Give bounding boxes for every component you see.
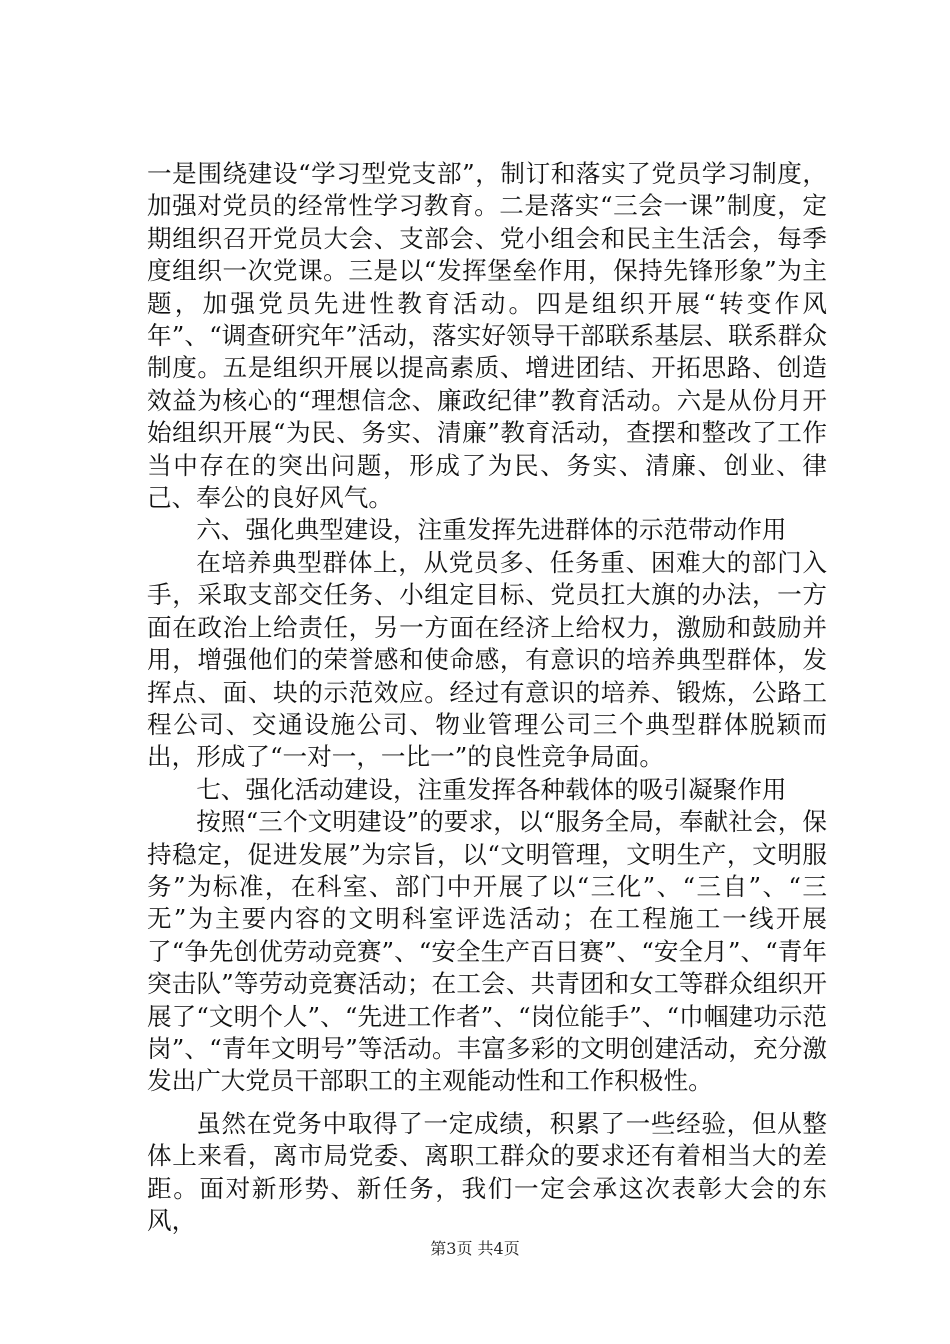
section-heading-six: 六、强化典型建设，注重发挥先进群体的示范带动作用 — [196, 515, 787, 545]
paragraph-civilization-activities: 按照“三个文明建设”的要求，以“服务全局，奉献社会，保持稳定，促进发展”为宗旨，以“文明管理，文明生产，文明服务”为标准，在科室、部门中开展了以“三化”、“三自”、“三无”为主要内容的文明科室评选活动；在工程施工一线开展了“争先创优劳动竞赛”、“安全生产百日赛”、“安全月”、“青年突击队”等劳动竞赛活动；在工会、共青团和女工等群众组织开展了“文明个人”、“先进工作者”、“岗位能手”、“巾帼建功示范岗”、“青年文明号”等活动。丰富多彩的文明创建活动，充分激发出广大党员干部职工的主观能动性和工作积极性。 — [147, 807, 827, 1096]
document-body — [147, 158, 827, 1237]
paragraph-model-groups: 在培养典型群体上，从党员多、任务重、困难大的部门入手，采取支部交任务、小组定目标、党员扛大旗的办法，一方面在政治上给责任，另一方面在经济上给权力，激励和鼓励并用，增强他们的荣誉感和使命感，有意识的培养典型群体，发挥点、面、块的示范效应。经过有意识的培养、锻炼，公路工程公司、交通设施公司、物业管理公司三个典型群体脱颖而出，形成了“一对一，一比一”的良性竞争局面。 — [147, 547, 827, 772]
paragraph-study-measures: 一是围绕建设“学习型党支部”，制订和落实了党员学习制度，加强对党员的经常性学习教育。二是落实“三会一课”制度，定期组织召开党员大会、支部会、党小组会和民主生活会，每季度组织一次党课。三是以“发挥堡垒作用，保持先锋形象”为主题，加强党员先进性教育活动。四是组织开展“转变作风年”、“调查研究年”活动，落实好领导干部联系基层、联系群众制度。五是组织开展以提高素质、增进团结、开拓思路、创造效益为核心的“理想信念、廉政纪律”教育活动。六是从份月开始组织开展“为民、务实、清廉”教育活动，查摆和整改了工作当中存在的突出问题，形成了为民、务实、清廉、创业、律己、奉公的良好风气。 — [147, 159, 827, 513]
page-number-footer: 第3页 共4页 — [430, 1239, 520, 1258]
paragraph-conclusion: 虽然在党务中取得了一定成绩，积累了一些经验，但从整体上来看，离市局党委、离职工群众的要求还有着相当大的差距。面对新形势、新任务，我们一定会承这次表彰大会的东风， — [147, 1108, 827, 1235]
section-heading-seven: 七、强化活动建设，注重发挥各种载体的吸引凝聚作用 — [196, 774, 787, 804]
